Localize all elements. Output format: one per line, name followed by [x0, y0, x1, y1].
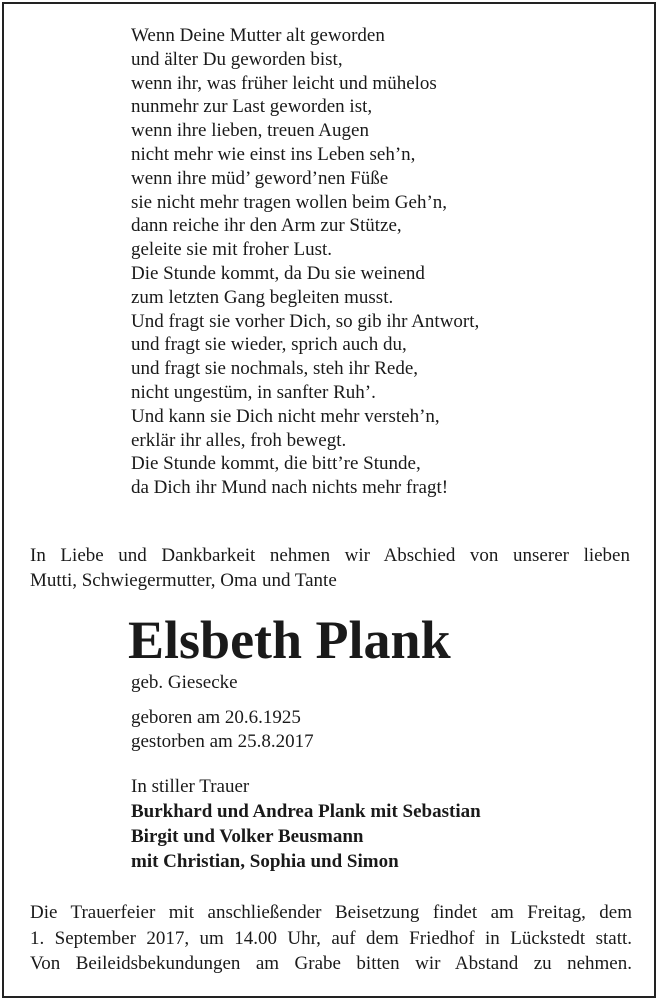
funeral-notice-line: 1. September 2017, um 14.00 Uhr, auf dem Friedhof in Lückstedt statt.: [30, 927, 632, 949]
birth-date: geboren am 20.6.1925: [131, 707, 301, 728]
mourners: [131, 774, 481, 874]
poem-line: geleite sie mit froher Lust.: [131, 239, 333, 261]
poem-line: da Dich ihr Mund nach nichts mehr fragt!: [131, 477, 449, 499]
mourner-line: mit Christian, Sophia und Simon: [131, 851, 399, 872]
mourning-label: In stiller Trauer: [131, 776, 250, 797]
deceased-name: Elsbeth Plank: [128, 610, 451, 670]
poem-line: nicht mehr wie einst ins Leben seh’n,: [131, 143, 416, 165]
poem-line: sie nicht mehr tragen wollen beim Geh’n,: [131, 191, 448, 213]
poem-line: dann reiche ihr den Arm zur Stütze,: [131, 215, 402, 237]
poem-line: wenn ihre lieben, treuen Augen: [131, 120, 369, 142]
farewell-intro-line: Mutti, Schwiegermutter, Oma und Tante: [30, 570, 337, 591]
poem-line: Die Stunde kommt, da Du sie weinend: [131, 262, 425, 284]
funeral-notice-line: Die Trauerfeier mit anschließender Beisetzung findet am Freitag, dem: [30, 902, 632, 923]
poem-line: und fragt sie nochmals, steh ihr Rede,: [131, 358, 419, 380]
poem-line: und fragt sie wieder, sprich auch du,: [131, 334, 407, 356]
mourner-line: Birgit und Volker Beusmann: [131, 826, 364, 847]
mourner-line: Burkhard und Andrea Plank mit Sebastian: [131, 801, 481, 822]
poem-line: nunmehr zur Last geworden ist,: [131, 96, 373, 118]
funeral-notice: [30, 900, 632, 977]
poem-line: wenn ihr, was früher leicht und mühelos: [131, 72, 437, 94]
poem-line: nicht ungestüm, in sanfter Ruh’.: [131, 381, 376, 403]
poem-line: und älter Du geworden bist,: [131, 48, 343, 70]
funeral-notice-line: Von Beileidsbekundungen am Grabe bitten wir Abstand zu nehmen.: [30, 953, 632, 974]
death-date: gestorben am 25.8.2017: [131, 731, 314, 752]
poem-line: zum letzten Gang begleiten musst.: [131, 286, 394, 308]
farewell-intro-line: In Liebe und Dankbarkeit nehmen wir Abschied von unserer lieben: [30, 545, 630, 566]
poem-line: erklär ihr alles, froh bewegt.: [131, 429, 347, 451]
poem-line: wenn ihre müd’ geword’nen Füße: [131, 167, 389, 189]
maiden-name: geb. Giesecke: [131, 672, 238, 693]
poem-line: Die Stunde kommt, die bitt’re Stunde,: [131, 453, 421, 475]
life-dates: [131, 706, 314, 754]
poem-line: Und kann sie Dich nicht mehr versteh’n,: [131, 405, 440, 427]
poem: [131, 24, 479, 500]
farewell-intro: [30, 543, 630, 593]
poem-line: Wenn Deine Mutter alt geworden: [131, 25, 385, 46]
poem-line: Und fragt sie vorher Dich, so gib ihr Antwort,: [131, 310, 480, 332]
